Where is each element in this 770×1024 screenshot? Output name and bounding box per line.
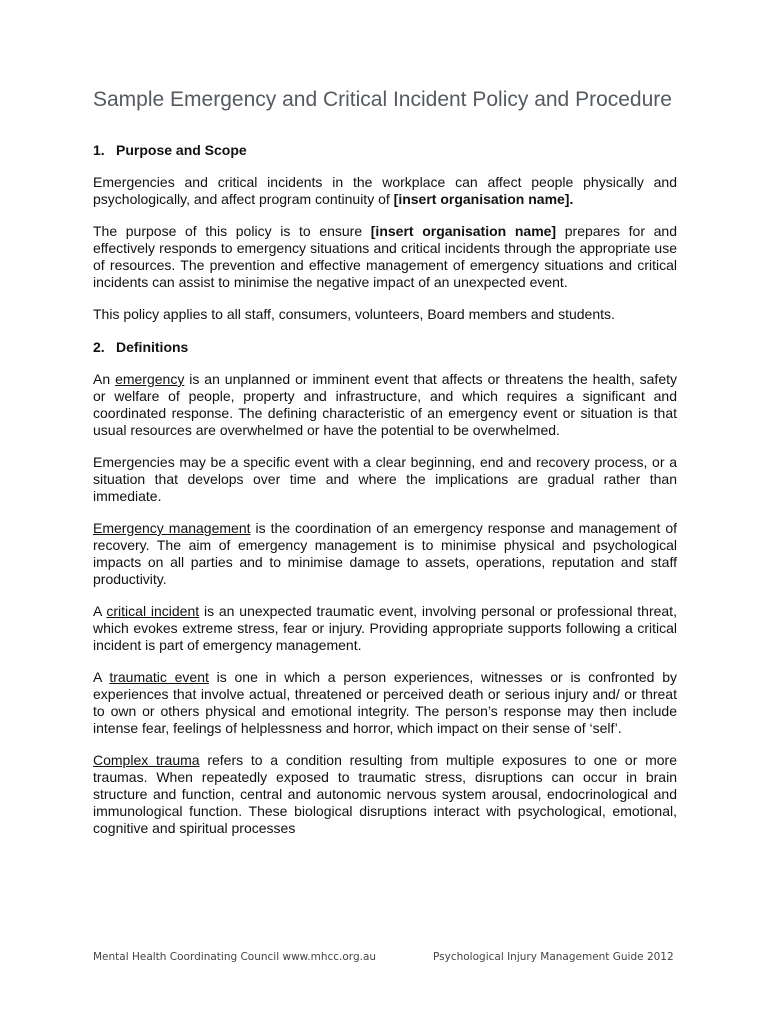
term-critical-incident: critical incident: [106, 603, 200, 619]
definition-emergency-management: [93, 520, 677, 588]
purpose-p2-text-b: prepares for and effectively responds to emergency situations and critical incidents through the appropriate use of resources. The prevention and effective management of emergency situations and critical incidents can assist to minimise the negative impact of an unexpected event.: [93, 223, 677, 290]
term-traumatic-event: traumatic event: [109, 669, 209, 685]
def-emergency-management-text: is the coordination of an emergency response and management of recovery. The aim of emergency management is to minimise physical and psychological impacts on all parties and to minimise damage to assets, operations, reputation and staff productivity.: [93, 520, 678, 587]
section-1-heading: [93, 141, 677, 159]
definition-complex-trauma: [93, 752, 677, 837]
def-emergency-prefix: An: [93, 371, 116, 387]
purpose-p2-text-a: The purpose of this policy is to ensure: [93, 223, 371, 239]
def-critical-text: is an unexpected traumatic event, involving personal or professional threat, which evokes extreme stress, fear or injury. Providing appropriate supports following a critical incident is part of emergency management.: [93, 603, 677, 653]
definition-emergency-types: Emergencies may be a specific event with a clear beginning, end and recovery process, or a situation that develops over time and where the implications are gradual rather than immediate.: [93, 454, 677, 504]
definition-critical-incident: [93, 603, 677, 654]
definition-emergency: [93, 371, 677, 439]
def-traumatic-text: is one in which a person experiences, witnesses or is confronted by experiences that involve actual, threatened or perceived death or serious injury and/ or threat to own or others physical and emotional integrity. The person’s response may then include intense fear, feelings of helplessness and horror, which impact on their sense of ‘self’.: [93, 669, 677, 736]
purpose-paragraph-2: [93, 223, 677, 291]
section-2-heading: [93, 338, 677, 356]
document-title: Sample Emergency and Critical Incident Policy and Procedure: [93, 88, 672, 111]
scope-paragraph: This policy applies to all staff, consumers, volunteers, Board members and students.: [93, 306, 615, 322]
footer-left: Mental Health Coordinating Council www.mhcc.org.au: [93, 951, 377, 963]
term-emergency-management: Emergency management: [93, 520, 251, 536]
def-emergency-text: is an unplanned or imminent event that affects or threatens the health, safety or welfare of people, property and infrastructure, and which requires a significant and coordinated response. The defining characteristic of an emergency event or situation is that usual resources are overwhelmed or have the potential to be overwhelmed.: [93, 371, 677, 438]
purpose-paragraph-1: [93, 174, 677, 208]
definition-traumatic-event: [93, 669, 677, 737]
term-complex-trauma: Complex trauma: [93, 752, 200, 768]
section-1-title: Purpose and Scope: [116, 142, 247, 158]
section-2-number: 2.: [93, 339, 105, 355]
section-2-title: Definitions: [116, 339, 189, 355]
footer-right: Psychological Injury Management Guide 2012: [433, 951, 674, 963]
term-emergency: emergency: [115, 371, 185, 387]
purpose-p1-text: Emergencies and critical incidents in the workplace can affect people physically and psychologically, and affect program continuity of: [93, 174, 677, 207]
section-1-number: 1.: [93, 142, 105, 158]
def-complex-trauma-text: refers to a condition resulting from multiple exposures to one or more traumas. When repeatedly exposed to traumatic stress, disruptions can occur in brain structure and function, central and autonomic nervous system arousal, endocrinological and immunological function. These biological disruptions interact with psychological, emotional, cognitive and spiritual processes: [93, 752, 677, 836]
def-critical-prefix: A: [93, 603, 107, 619]
purpose-p2-placeholder: [insert organisation name]: [370, 223, 557, 239]
purpose-p1-placeholder: [insert organisation name].: [393, 191, 574, 207]
def-traumatic-prefix: A: [93, 669, 110, 685]
document-page: [93, 86, 677, 852]
